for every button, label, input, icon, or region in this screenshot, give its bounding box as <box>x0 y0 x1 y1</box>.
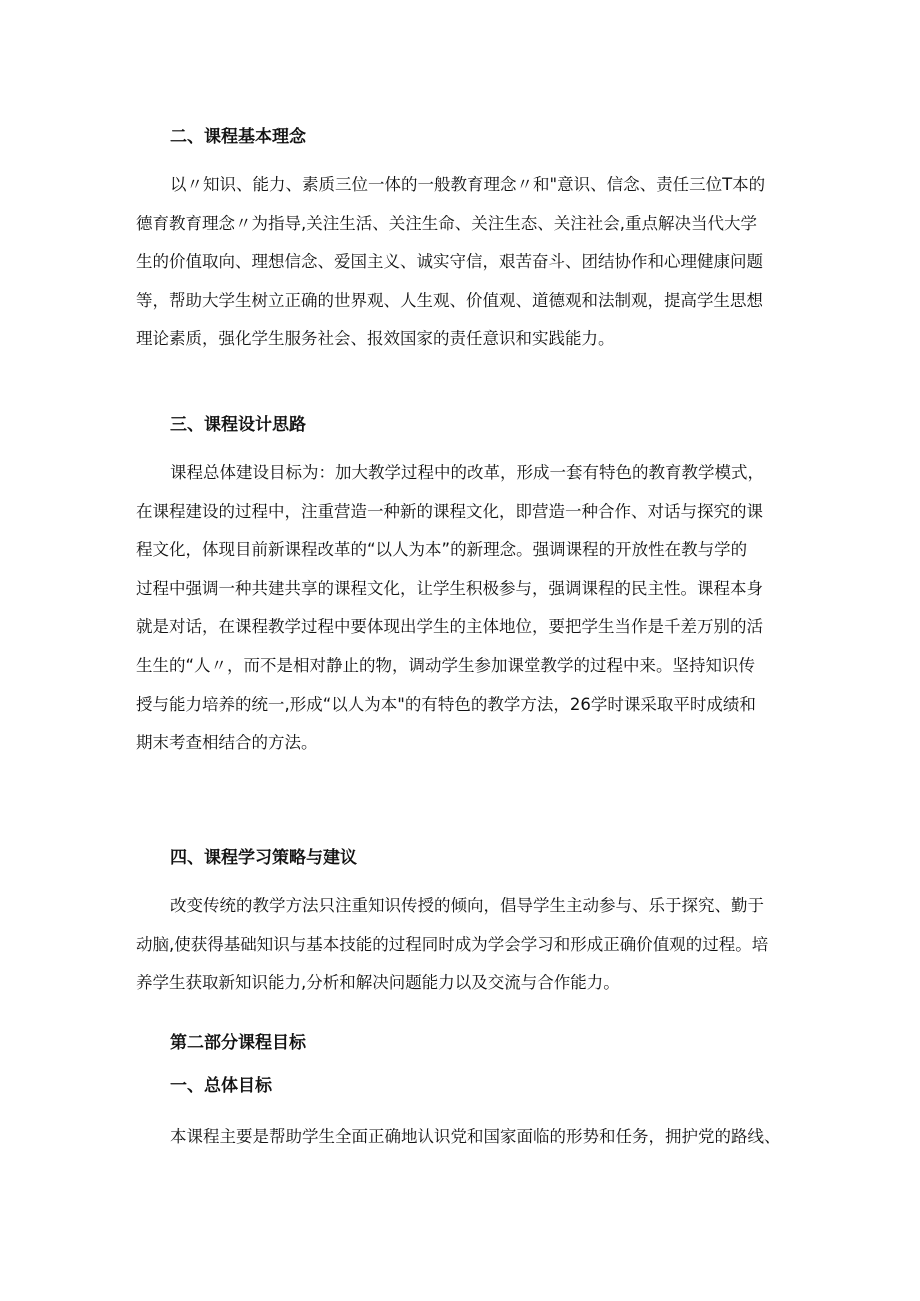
text-line: 动脑,使获得基础知识与基本技能的过程同时成为学会学习和形成正确价值观的过程。培 <box>136 934 769 954</box>
text-line: 生生的“人〃，而不是相对静止的物，调动学生参加课堂教学的过程中来。坚持知识传 <box>136 655 756 675</box>
text-line: 程文化，体现目前新课程改革的“以人为本”的新理念。强调课程的开放性在教与学的 <box>136 540 748 560</box>
text-line: 德育教育理念〃为指导,关注生活、关注生命、关注生态、关注社会,重点解决当代大学 <box>136 213 757 233</box>
paragraph-overall-goal <box>136 1118 784 1157</box>
text-line: 本课程主要是帮助学生全面正确地认识党和国家面临的形势和任务，拥护党的路线、 <box>170 1127 781 1146</box>
section-heading-basic-philosophy: 二、课程基本理念 <box>170 127 306 147</box>
text-line: 在课程建设的过程中，注重营造一种新的课程文化，即营造一种合作、对话与探究的课 <box>136 501 763 521</box>
text-line: 就是对话，在课程教学过程中要体现出学生的主体地位，要把学生当作是千差万别的活 <box>136 617 763 637</box>
text-line: 授与能力培养的统一,形成“以人为本"的有特色的教学方法，26学时课采取平时成绩和 <box>136 694 756 714</box>
paragraph-design-approach <box>136 454 784 763</box>
paragraph-basic-philosophy <box>136 166 784 359</box>
part-heading-course-objectives: 第二部分课程目标 <box>170 1033 306 1053</box>
text-line: 理论素质，强化学生服务社会、报效国家的责任意识和实践能力。 <box>136 329 615 349</box>
text-line: 生的价值取向、理想信念、爱国主义、诚实守信，艰苦奋斗、团结协作和心理健康问题 <box>136 252 763 272</box>
text-line: 改变传统的教学方法只注重知识传授的倾向，倡导学生主动参与、乐于探究、勤于 <box>170 896 764 915</box>
section-heading-design-approach: 三、课程设计思路 <box>170 415 306 435</box>
text-line: 等，帮助大学生树立正确的世界观、人生观、价值观、道德观和法制观，提高学生思想 <box>136 290 763 310</box>
text-line: 养学生获取新知识能力,分析和解决问题能力以及交流与合作能力。 <box>136 973 620 993</box>
text-line: 课程总体建设目标为：加大教学过程中的改革，形成一套有特色的教育教学模式， <box>170 463 764 482</box>
section-heading-overall-goal: 一、总体目标 <box>170 1076 272 1096</box>
paragraph-learning-strategy <box>136 887 784 1003</box>
text-line: 过程中强调一种共建共享的课程文化，让学生积极参与，强调课程的民主性。课程本身 <box>136 578 763 598</box>
section-heading-learning-strategy: 四、课程学习策略与建议 <box>170 848 357 868</box>
text-line: 以〃知识、能力、素质三位一体的一般教育理念〃和"意识、信念、责任三位T本的 <box>170 175 766 194</box>
text-line: 期末考查相结合的方法。 <box>136 733 318 753</box>
